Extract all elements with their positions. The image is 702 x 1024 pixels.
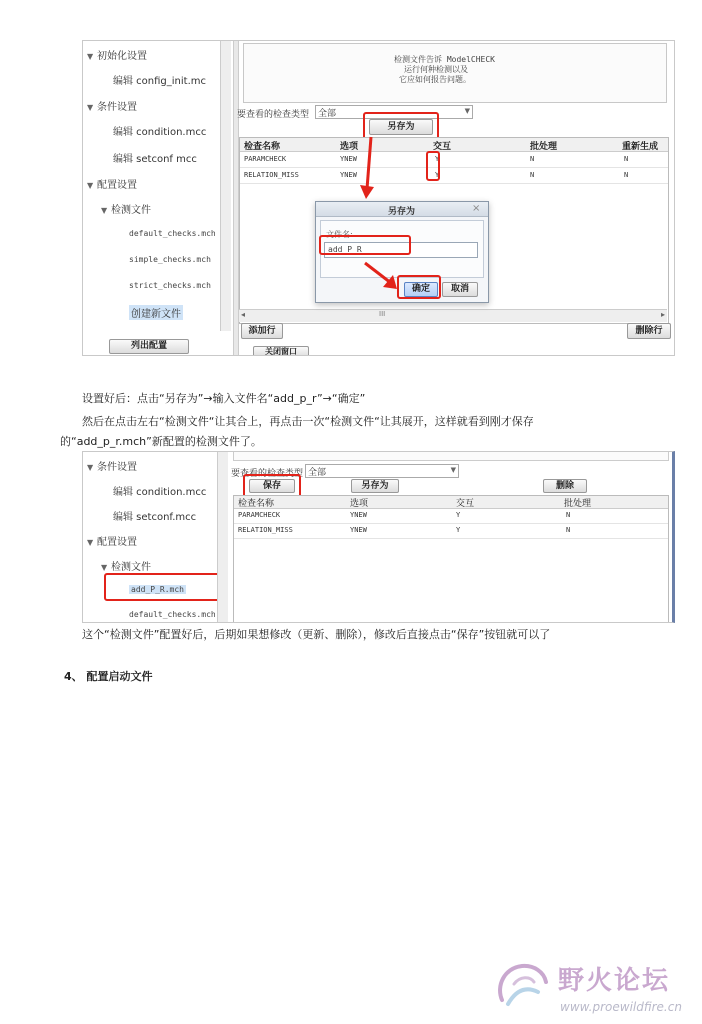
instruction-paragraph-1: 设置好后：点击“另存为”→输入文件名“add_p_r”→“确定” [82, 392, 366, 405]
tree-node-check-files[interactable]: ▼ 检测文件 [101, 562, 151, 573]
col-header-interactive: 交互 [433, 142, 452, 152]
table-cell[interactable]: N [566, 511, 571, 519]
info-box [243, 43, 667, 103]
ok-button[interactable]: 确定 [404, 282, 438, 297]
row-divider [234, 523, 668, 524]
col-header-name: 检查名称 [244, 142, 281, 152]
watermark-url: www.proewildfire.cn [560, 1000, 682, 1014]
check-type-label: 要查看的检查类型 [231, 469, 304, 479]
col-header-batch: 批处理 [530, 142, 558, 152]
section-heading: 4、 配置启动文件 [64, 670, 153, 683]
col-header-interactive: 交互 [456, 499, 475, 509]
cancel-button[interactable]: 取消 [442, 282, 478, 297]
tree-node-config-settings[interactable]: ▼ 配置设置 [87, 537, 137, 548]
list-config-button[interactable]: 列出配置 [109, 339, 189, 354]
save-as-button[interactable]: 另存为 [369, 119, 433, 135]
tree-panel [83, 41, 233, 341]
check-type-select[interactable] [305, 464, 459, 478]
scroll-left-icon: ◂ [241, 310, 246, 319]
info-box-edge [233, 452, 669, 461]
highlight-filename [319, 235, 411, 255]
tree-node-condition-settings[interactable]: ▼ 条件设置 [87, 462, 137, 473]
tree-item-simple-checks[interactable]: simple_checks.mch [129, 255, 211, 264]
col-header-name: 检查名称 [238, 499, 275, 509]
row-divider [240, 183, 668, 184]
table-cell[interactable]: Y [456, 511, 461, 519]
chevron-down-icon: ▼ [87, 463, 94, 472]
table-cell[interactable]: RELATION_MISS [238, 526, 293, 534]
col-header-option: 选项 [350, 499, 369, 509]
col-header-option: 选项 [340, 142, 359, 152]
scroll-grip-mark: III [379, 310, 386, 318]
highlight-interactive-column [426, 151, 440, 181]
dialog-title: 另存为 [388, 207, 416, 217]
filename-value: add_P_R [328, 245, 362, 254]
table-header [234, 496, 668, 509]
table-cell[interactable]: N [566, 526, 571, 534]
highlight-ok-button [397, 275, 441, 299]
table-cell[interactable]: Y [435, 171, 440, 179]
tree-item-default-checks[interactable]: default_checks.mch [129, 229, 216, 238]
col-header-batch: 批处理 [564, 499, 592, 509]
tree-item-edit-setconf[interactable]: 编辑 setconf.mcc [113, 512, 197, 523]
table-cell[interactable]: YNEW [350, 526, 367, 534]
table-cell[interactable]: YNEW [350, 511, 367, 519]
checks-table [233, 495, 669, 623]
chevron-down-icon: ▼ [101, 563, 108, 572]
row-divider [240, 167, 668, 168]
tree-item-default-checks[interactable]: default_checks.mch [129, 610, 216, 619]
scroll-right-icon: ▸ [660, 310, 665, 319]
chevron-down-icon: ▼ [87, 52, 94, 61]
tree-node-init-settings[interactable]: ▼ 初始化设置 [87, 51, 147, 62]
table-cell[interactable]: N [530, 171, 535, 179]
add-row-button[interactable]: 添加行 [241, 323, 283, 339]
table-hscrollbar[interactable] [239, 309, 667, 322]
watermark [494, 958, 699, 1022]
delete-row-button[interactable]: 删除行 [627, 323, 671, 339]
save-button[interactable]: 保存 [249, 479, 295, 493]
table-cell[interactable]: N [624, 171, 629, 179]
chevron-down-icon: ▼ [87, 538, 94, 547]
delete-button[interactable]: 删除 [543, 479, 587, 493]
info-line-1: 检测文件告诉 ModelCHECK [394, 55, 495, 64]
chevron-down-icon: ▼ [87, 181, 94, 190]
check-type-label: 要查看的检查类型 [237, 110, 310, 120]
highlight-new-file [104, 573, 220, 601]
arrow-right-icon [363, 259, 403, 293]
table-cell[interactable]: Y [456, 526, 461, 534]
table-cell[interactable]: YNEW [340, 155, 357, 163]
watermark-brand: 野火论坛 [558, 966, 671, 996]
row-divider [234, 538, 668, 539]
col-header-regen: 重新生成 [622, 142, 659, 152]
table-header [240, 138, 668, 152]
tree-item-edit-config-init[interactable]: 编辑 config_init.mc [113, 76, 207, 87]
filename-label: 文件名: [326, 230, 353, 239]
chevron-down-icon: ▼ [101, 206, 108, 215]
tree-node-condition-settings[interactable]: ▼ 条件设置 [87, 102, 137, 113]
tree-item-edit-setconf[interactable]: 编辑 setconf mcc [113, 154, 197, 165]
instruction-paragraph-2-line-1: 然后在点击左右“检测文件“让其合上，再点击一次“检测文件“让其展开，这样就看到刚才保存 [82, 415, 534, 428]
instruction-paragraph-2-line-2: 的“add_p_r.mch”新配置的检测文件了。 [60, 435, 262, 448]
tree-node-config-settings[interactable]: ▼ 配置设置 [87, 180, 137, 191]
arrow-down-icon [359, 135, 379, 201]
tree-item-create-new-file[interactable]: 创建新文件 [129, 305, 183, 320]
info-line-3: 它应如何报告问题。 [399, 75, 471, 84]
save-as-button[interactable]: 另存为 [351, 479, 399, 493]
dropdown-arrow-icon: ▼ [464, 107, 470, 115]
table-cell[interactable]: PARAMCHECK [238, 511, 281, 519]
table-cell[interactable]: N [530, 155, 535, 163]
tree-item-add-p-r[interactable]: add_P_R.mch [131, 585, 184, 594]
tree-scrollbar[interactable] [217, 452, 228, 623]
table-cell[interactable]: RELATION_MISS [244, 171, 299, 179]
check-type-value: 全部 [308, 468, 327, 478]
close-window-button[interactable]: 关闭窗口 [253, 346, 309, 356]
info-line-2: 运行何种检测以及 [404, 65, 468, 74]
instruction-paragraph-3: 这个“检测文件”配置好后，后期如果想修改（更新、删除），修改后直接点击“保存”按钮就可以了 [82, 628, 551, 641]
table-cell[interactable]: PARAMCHECK [244, 155, 287, 163]
tree-node-check-files[interactable]: ▼ 检测文件 [101, 205, 151, 216]
tree-scrollbar[interactable] [220, 41, 231, 331]
table-cell[interactable]: N [624, 155, 629, 163]
tree-item-edit-condition[interactable]: 编辑 condition.mcc [113, 487, 207, 498]
check-type-value: 全部 [318, 109, 337, 119]
screenshot-save-as [82, 40, 675, 356]
chevron-down-icon: ▼ [87, 103, 94, 112]
watermark-logo-icon [494, 960, 552, 1012]
screenshot-saved-file [82, 451, 675, 623]
tree-item-strict-checks[interactable]: strict_checks.mch [129, 281, 211, 290]
dropdown-arrow-icon: ▼ [450, 466, 456, 474]
table-cell[interactable]: YNEW [340, 171, 357, 179]
tree-item-edit-condition[interactable]: 编辑 condition.mcc [113, 127, 207, 138]
close-icon[interactable]: × [472, 203, 481, 214]
table-cell[interactable]: Y [435, 155, 440, 163]
